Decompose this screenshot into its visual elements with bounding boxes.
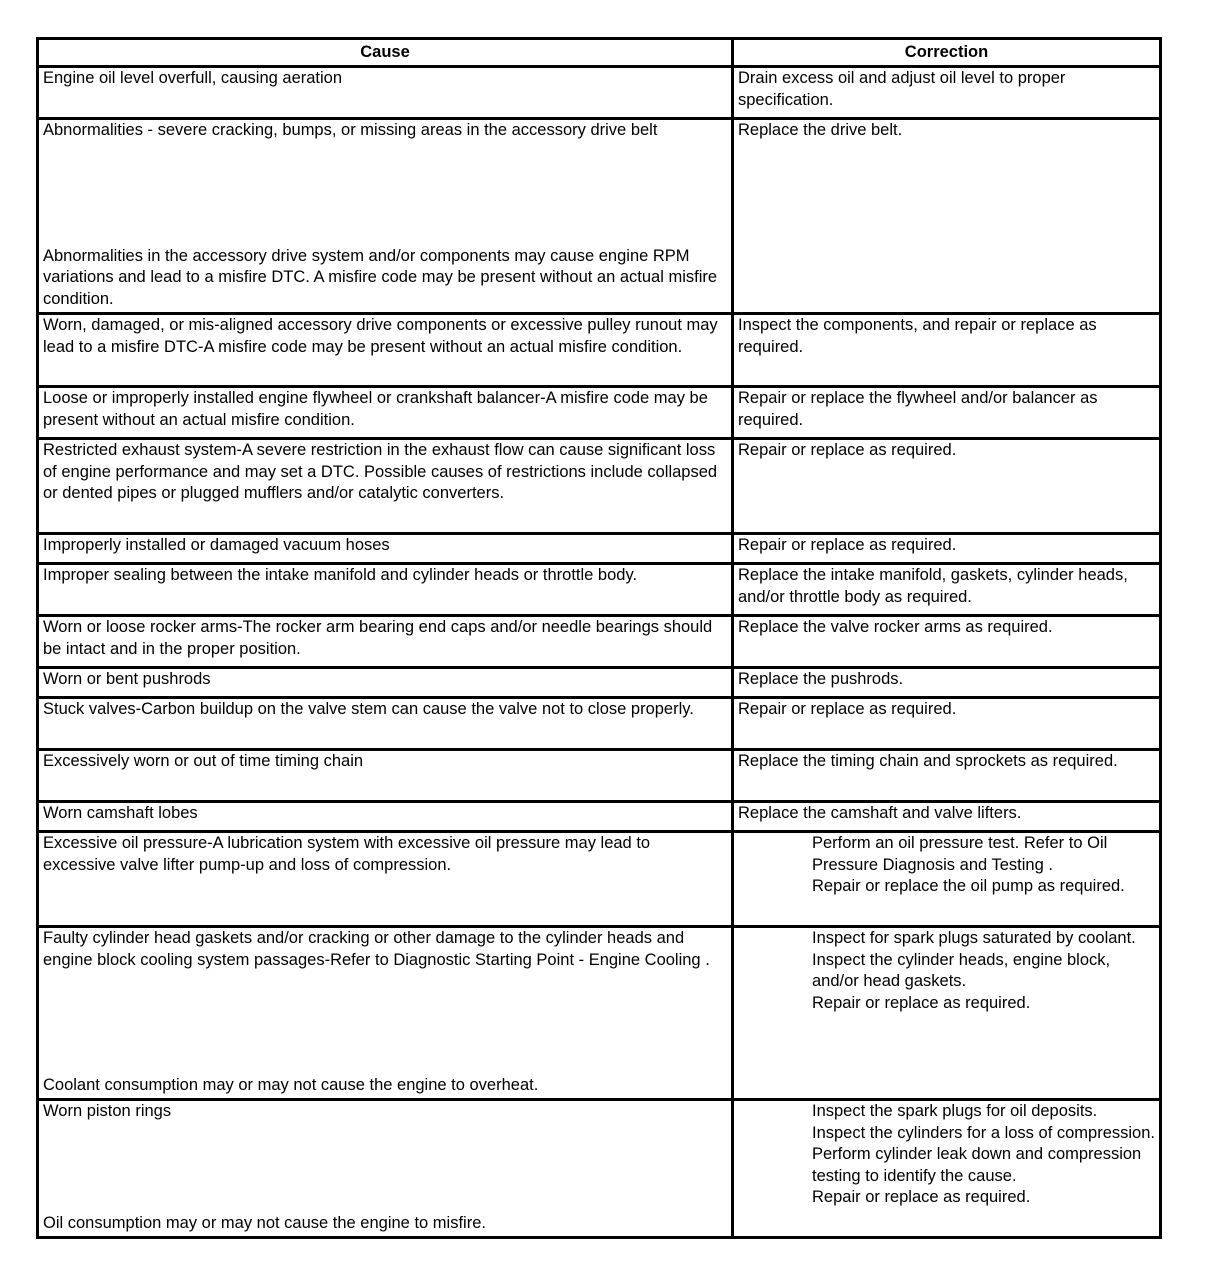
correction-text: Repair or replace as required. — [738, 536, 957, 554]
correction-cell — [733, 616, 1161, 668]
cause-cell — [38, 750, 733, 802]
table-row — [38, 67, 1161, 119]
cause-cell — [38, 802, 733, 832]
correction-step: Inspect for spark plugs saturated by coolant. Inspect the cylinder heads, engine block, and/or head gaskets. — [812, 929, 1136, 990]
table-row — [38, 750, 1161, 802]
cause-text: Engine oil level overfull, causing aeration — [43, 69, 343, 87]
correction-cell — [733, 832, 1161, 927]
table-body — [38, 67, 1161, 1238]
cause-text: Improper sealing between the intake manifold and cylinder heads or throttle body. — [43, 566, 638, 584]
table-row — [38, 314, 1161, 387]
correction-cell — [733, 698, 1161, 750]
cause-note: Coolant consumption may or may not cause the engine to overheat. — [43, 1075, 539, 1094]
cause-cell — [38, 314, 733, 387]
cause-cell — [38, 616, 733, 668]
correction-cell — [733, 927, 1161, 1100]
correction-cell — [733, 67, 1161, 119]
correction-step: Repair or replace as required. — [812, 1188, 1031, 1206]
correction-cell — [733, 119, 1161, 314]
correction-step: Perform an oil pressure test. Refer to Oil Pressure Diagnosis and Testing . — [812, 834, 1108, 874]
cause-text: Stuck valves-Carbon buildup on the valve stem can cause the valve not to close properly. — [43, 700, 694, 718]
table-row — [38, 927, 1161, 1100]
correction-text: Repair or replace as required. — [738, 441, 957, 459]
correction-list — [738, 833, 1155, 898]
correction-cell — [733, 439, 1161, 534]
cause-cell — [38, 387, 733, 439]
correction-cell — [733, 564, 1161, 616]
table-row — [38, 1100, 1161, 1238]
cause-text: Improperly installed or damaged vacuum hoses — [43, 536, 390, 554]
correction-step: Repair or replace the oil pump as required. — [812, 877, 1125, 895]
cause-text: Excessively worn or out of time timing chain — [43, 752, 364, 770]
cause-text: Faulty cylinder head gaskets and/or cracking or other damage to the cylinder heads and engine block cooling system passages-Refer to Diagnostic Starting Point - Engine Cooling . — [43, 929, 710, 969]
correction-text: Replace the valve rocker arms as required. — [738, 618, 1053, 636]
cause-cell — [38, 67, 733, 119]
cause-text: Worn camshaft lobes — [43, 804, 198, 822]
correction-cell — [733, 1100, 1161, 1238]
table-row — [38, 119, 1161, 314]
correction-cell — [733, 534, 1161, 564]
cause-cell — [38, 564, 733, 616]
table-row — [38, 534, 1161, 564]
cause-text: Abnormalities - severe cracking, bumps, or missing areas in the accessory drive belt — [43, 121, 658, 139]
correction-list — [738, 928, 1155, 1014]
cause-cell — [38, 1100, 733, 1238]
cause-text: Worn or bent pushrods — [43, 670, 211, 688]
cause-text: Worn, damaged, or mis-aligned accessory drive components or excessive pulley runout may lead to a misfire DTC-A misfire code may be present without an actual misfire condition. — [43, 316, 718, 356]
cause-text: Loose or improperly installed engine flywheel or crankshaft balancer-A misfire code may be present without an actual misfire condition. — [43, 389, 708, 429]
correction-text: Replace the drive belt. — [738, 121, 903, 139]
cause-cell — [38, 832, 733, 927]
correction-text: Drain excess oil and adjust oil level to proper specification. — [738, 69, 1066, 109]
correction-list — [738, 1101, 1155, 1209]
table-header — [38, 39, 1161, 67]
correction-cell — [733, 387, 1161, 439]
correction-step: Inspect the spark plugs for oil deposits. Inspect the cylinders for a loss of compression. Perform cylinder leak down and compression testing to identify the cause. — [812, 1102, 1155, 1185]
cause-text: Worn piston rings — [43, 1102, 172, 1120]
cause-note: Oil consumption may or may not cause the engine to misfire. — [43, 1213, 486, 1232]
table-row — [38, 668, 1161, 698]
correction-cell — [733, 314, 1161, 387]
cause-cell — [38, 698, 733, 750]
table-row — [38, 564, 1161, 616]
cause-cell — [38, 668, 733, 698]
table-row — [38, 832, 1161, 927]
cause-text: Restricted exhaust system-A severe restriction in the exhaust flow can cause significant loss of engine performance and may set a DTC. Possible causes of restrictions include collapsed or dented pipes or plugged mufflers and/or catalytic converters. — [43, 441, 718, 502]
cause-note: Abnormalities in the accessory drive system and/or components may cause engine RPM variations and lead to a misfire DTC. A misfire code may be present without an actual misfire condition. — [43, 246, 718, 308]
header-row — [38, 39, 1161, 67]
correction-text: Replace the pushrods. — [738, 670, 904, 688]
cause-cell — [38, 119, 733, 314]
cause-cell — [38, 439, 733, 534]
correction-step: Repair or replace as required. — [812, 993, 1031, 1012]
correction-text: Repair or replace the flywheel and/or balancer as required. — [738, 389, 1098, 429]
table-row — [38, 698, 1161, 750]
cause-cell — [38, 534, 733, 564]
correction-text: Replace the intake manifold, gaskets, cylinder heads, and/or throttle body as required. — [738, 566, 1128, 606]
diagnostic-table — [36, 37, 1162, 1239]
table-row — [38, 802, 1161, 832]
correction-text: Replace the camshaft and valve lifters. — [738, 804, 1022, 822]
correction-cell — [733, 802, 1161, 832]
correction-cell — [733, 668, 1161, 698]
header-cause: Cause — [38, 39, 733, 67]
cause-cell — [38, 927, 733, 1100]
cause-text: Worn or loose rocker arms-The rocker arm bearing end caps and/or needle bearings should be intact and in the proper position. — [43, 618, 713, 658]
table-row — [38, 387, 1161, 439]
correction-cell — [733, 750, 1161, 802]
table-row — [38, 616, 1161, 668]
header-correction: Correction — [733, 39, 1161, 67]
correction-text: Replace the timing chain and sprockets as required. — [738, 752, 1118, 770]
correction-text: Repair or replace as required. — [738, 700, 957, 718]
table-row — [38, 439, 1161, 534]
cause-text: Excessive oil pressure-A lubrication system with excessive oil pressure may lead to excessive valve lifter pump-up and loss of compression. — [43, 834, 651, 874]
correction-text: Inspect the components, and repair or replace as required. — [738, 316, 1097, 356]
